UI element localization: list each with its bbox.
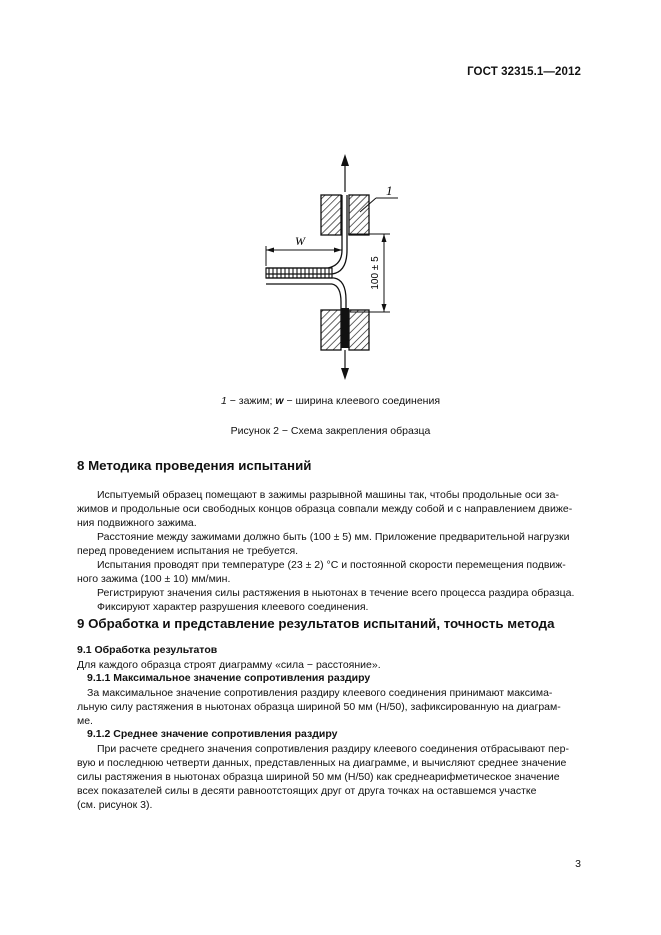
legend-text-width: − ширина клеевого соединения (283, 395, 441, 407)
s8-line-6: Испытания проводят при температуре (23 ± 2) °С и постоянной скорости перемещения подвиж- (97, 559, 566, 571)
lower-clamp-left (321, 310, 341, 350)
s912-line-1: При расчете среднего значения сопротивления раздиру клеевого соединения отбрасывают пер- (97, 743, 569, 755)
upper-clamp-right (349, 195, 369, 235)
s8-line-3: ния подвижного зажима. (77, 517, 197, 529)
s911-line-1: За максимальное значение сопротивления раздиру клеевого соединения принимают максима- (87, 687, 553, 699)
s8-line-5: перед проведением испытания не требуется. (77, 545, 299, 557)
width-label: W (295, 234, 305, 248)
bottom-arrow-head (341, 368, 349, 380)
section-9-title: 9 Обработка и представление результатов испытаний, точность метода (77, 616, 555, 631)
upper-clamp-left (321, 195, 341, 235)
s8-line-4: Расстояние между зажимами должно быть (100 ± 5) мм. Приложение предварительной нагрузки (97, 531, 570, 543)
callout-number: 1 (386, 183, 393, 198)
s912-title: 9.1.2 Среднее значение сопротивления раздиру (87, 728, 338, 740)
legend-number: 1 (220, 395, 227, 407)
specimen-lower-end (341, 308, 349, 348)
s911-line-2: льную силу растяжения в ньютонах образца шириной 50 мм (Н/50), зафиксированную на диаграм- (77, 701, 561, 713)
s8-line-9: Фиксируют характер разрушения клеевого соединения. (97, 601, 369, 613)
s8-line-1: Испытуемый образец помещают в зажимы разрывной машины так, чтобы продольные оси за- (97, 489, 559, 501)
section-8-title: 8 Методика проведения испытаний (77, 458, 312, 473)
distance-dimension: 100 ± 5 (370, 256, 381, 290)
s8-line-8: Регистрируют значения силы растяжения в ньютонах в течение всего процесса раздира образца. (97, 587, 575, 599)
s911-title: 9.1.1 Максимальное значение сопротивления раздиру (87, 672, 371, 684)
figure-legend (0, 395, 661, 407)
adhesive-joint (266, 268, 332, 278)
figure-caption: Рисунок 2 − Схема закрепления образца (230, 425, 431, 437)
s912-line-2: вую и последнюю четверти данных, представленных на диаграмме, и вычисляют среднее значение (77, 757, 567, 769)
top-arrow-head (341, 154, 349, 166)
s912-line-4: всех показателей силы в десяти равноотстоящих друг от друга точках на оставшемся участке (77, 785, 537, 797)
document-header: ГОСТ 32315.1—2012 (467, 66, 581, 78)
legend-w: w (275, 395, 284, 407)
s912-line-5: (см. рисунок 3). (77, 799, 153, 811)
page-number: 3 (575, 858, 581, 870)
s91-title: 9.1 Обработка результатов (77, 644, 218, 656)
clamping-diagram (200, 150, 430, 385)
s8-line-2: жимов и продольные оси свободных концов образца совпали между собой и с направлением движе- (77, 503, 573, 515)
lower-clamp-right (349, 310, 369, 350)
s912-line-3: силы растяжения в ньютонах образца шириной 50 мм (Н/50) как среднеарифметическое значение (77, 771, 560, 783)
legend-text-clamp: − зажим; (226, 395, 276, 407)
s911-line-3: ме. (77, 715, 93, 727)
s8-line-7: ного зажима (100 ± 10) мм/мин. (77, 573, 231, 585)
s91-text: Для каждого образца строят диаграмму «сила − расстояние». (77, 659, 381, 671)
